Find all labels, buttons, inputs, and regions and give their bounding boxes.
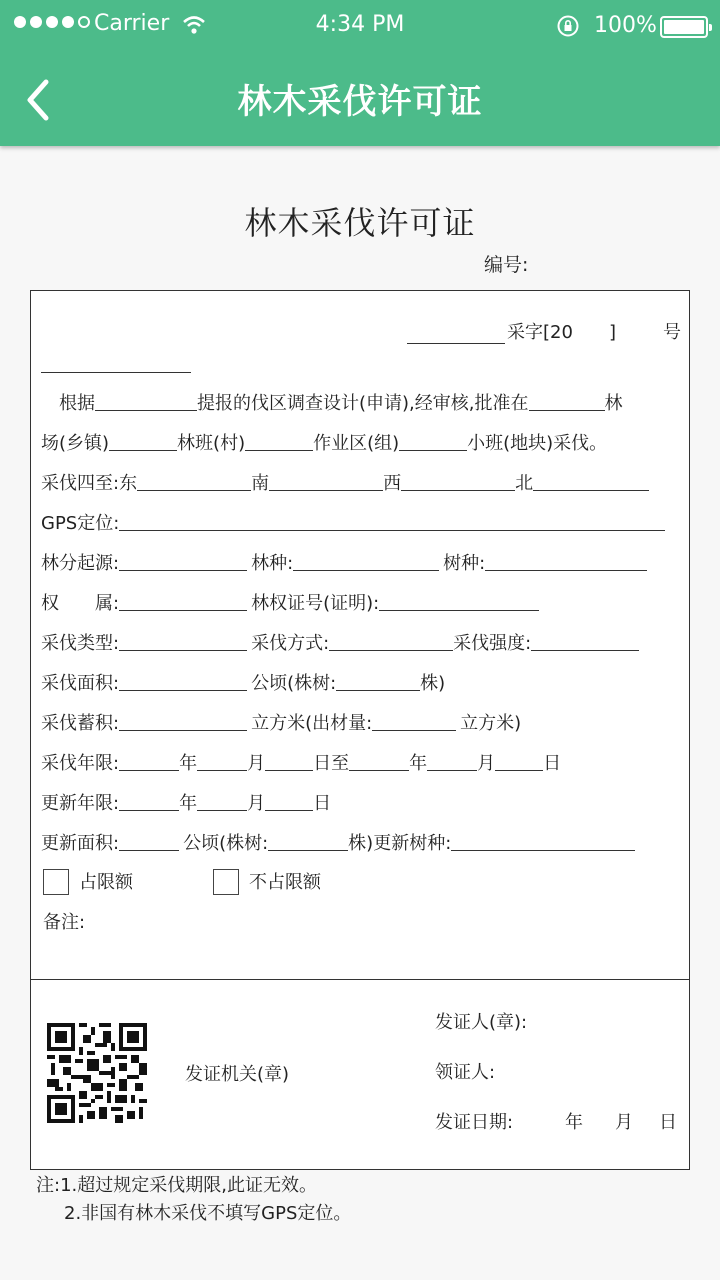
battery-icon — [660, 16, 708, 38]
app-bar — [0, 0, 720, 146]
felling-period-row: 采伐年限: 年 月 日至 年 月 日 — [41, 753, 562, 774]
ref-hao: 号 — [663, 322, 681, 343]
footnote-1: 注:1.超过规定采伐期限,此证无效。 — [36, 1175, 317, 1196]
origin-row: 林分起源: 林种: 树种: — [41, 551, 647, 576]
quota-in-checkbox[interactable] — [43, 869, 69, 895]
carrier-label: Carrier — [94, 11, 170, 36]
ref-bracket: ] — [609, 322, 617, 343]
quota-out-checkbox[interactable] — [213, 869, 239, 895]
felling-area-row: 采伐面积: 公顷(株树: 株) — [41, 673, 446, 694]
quota-in-label: 占限额 — [79, 872, 133, 893]
ref-blank — [407, 343, 505, 344]
issue-date-month: 月 — [615, 1112, 633, 1133]
issuing-authority-label: 发证机关(章) — [185, 1064, 290, 1085]
status-bar — [0, 0, 720, 54]
form-divider — [31, 979, 689, 980]
receiver-label: 领证人: — [435, 1062, 496, 1083]
ownership-row: 权 属: 林权证号(证明): — [41, 591, 539, 616]
ref-char: 采字[20 — [507, 322, 573, 343]
issue-date-year: 年 — [565, 1112, 583, 1133]
qr-code-icon — [47, 1023, 147, 1123]
bounds-row: 采伐四至:东 南 西 北 — [41, 471, 649, 496]
felling-volume-row: 采伐蓄积: 立方米(出材量: 立方米) — [41, 713, 522, 734]
battery-percent: 100% — [594, 13, 657, 38]
renew-period-row: 更新年限: 年 月 日 — [41, 793, 332, 814]
issue-date-label: 发证日期: — [435, 1112, 514, 1133]
gps-row: GPS定位: — [41, 511, 665, 536]
ref-blank-2 — [41, 372, 191, 373]
rotation-lock-icon — [556, 14, 580, 38]
status-time: 4:34 PM — [315, 12, 405, 37]
footnote-2: 2.非国有林木采伐不填写GPS定位。 — [64, 1203, 352, 1224]
document-title: 林木采伐许可证 — [244, 204, 476, 242]
renew-area-row: 更新面积: 公顷(株树: 株)更新树种: — [41, 831, 635, 856]
basis-row: 根据 提报的伐区调查设计(申请),经审核,批准在 林 — [59, 393, 623, 414]
issuer-label: 发证人(章): — [435, 1012, 528, 1033]
permit-form — [30, 290, 690, 1170]
document-number-label: 编号: — [484, 254, 529, 276]
remarks-label: 备注: — [43, 912, 86, 933]
location-row: 场(乡镇) 林班(村) 作业区(组) 小班(地块)采伐。 — [41, 433, 608, 454]
issue-date-day: 日 — [659, 1112, 677, 1133]
felling-type-row: 采伐类型: 采伐方式: 采伐强度: — [41, 631, 639, 656]
quota-out-label: 不占限额 — [249, 872, 321, 893]
nav-title: 林木采伐许可证 — [237, 82, 483, 122]
footnotes — [36, 1172, 351, 1228]
